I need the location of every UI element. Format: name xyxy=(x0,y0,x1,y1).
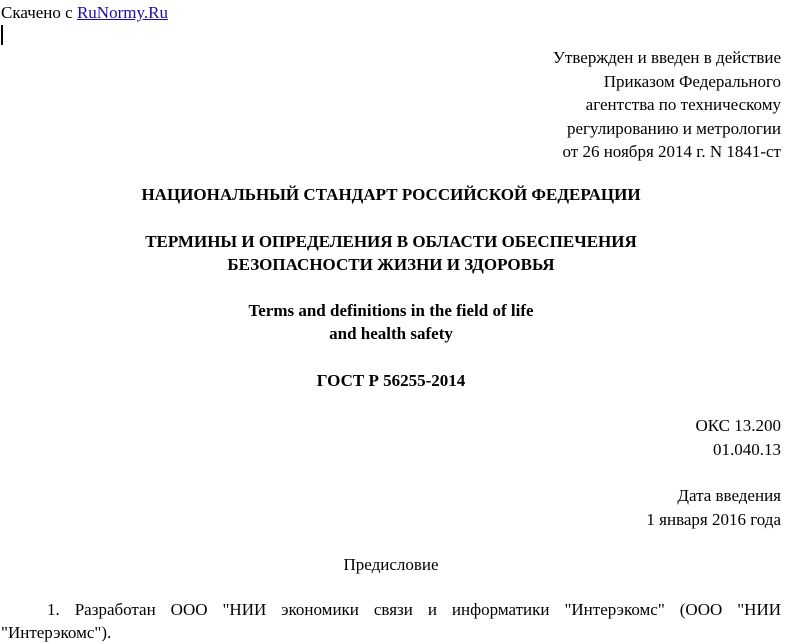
source-line xyxy=(1,1,168,24)
introduction-date-value: 1 января 2016 года xyxy=(646,509,781,529)
approval-line: Утвержден и введен в действие xyxy=(552,48,781,67)
document-title-ru-line1: ТЕРМИНЫ И ОПРЕДЕЛЕНИЯ В ОБЛАСТИ ОБЕСПЕЧЕНИЯ xyxy=(145,232,637,251)
document-title-en-line2: and health safety xyxy=(329,324,453,343)
document-title-ru xyxy=(0,230,782,276)
oks-code-line1: ОКС 13.200 xyxy=(695,416,781,435)
approval-block xyxy=(553,46,781,164)
preface-heading: Предисловие xyxy=(343,555,439,574)
oks-classification xyxy=(695,414,781,461)
source-prefix: Скачено с xyxy=(1,3,77,22)
preface-item-1: 1. Разработан ООО "НИИ экономики связи и информатики "Интерэкомс" (ООО "НИИ "Интерэкомс"). xyxy=(1,600,781,642)
approval-line: агентства по техническому xyxy=(585,95,781,114)
introduction-date-label: Дата введения xyxy=(677,486,781,505)
source-link[interactable]: RuNormy.Ru xyxy=(76,3,168,22)
approval-line: Приказом Федерального xyxy=(603,71,781,91)
approval-line: регулированию и метрологии xyxy=(566,118,781,138)
national-standard-title: НАЦИОНАЛЬНЫЙ СТАНДАРТ РОССИЙСКОЙ ФЕДЕРАЦИИ xyxy=(141,185,641,204)
document-title-en xyxy=(0,299,782,345)
text-cursor xyxy=(1,25,3,45)
oks-code-line2: 01.040.13 xyxy=(713,439,781,459)
document-title-en-line1: Terms and definitions in the field of life xyxy=(248,301,534,320)
document-title-ru-line2: БЕЗОПАСНОСТИ ЖИЗНИ И ЗДОРОВЬЯ xyxy=(227,255,555,274)
introduction-date xyxy=(646,484,781,531)
approval-line: от 26 ноября 2014 г. N 1841-ст xyxy=(562,142,781,161)
gost-number: ГОСТ Р 56255-2014 xyxy=(316,371,466,390)
